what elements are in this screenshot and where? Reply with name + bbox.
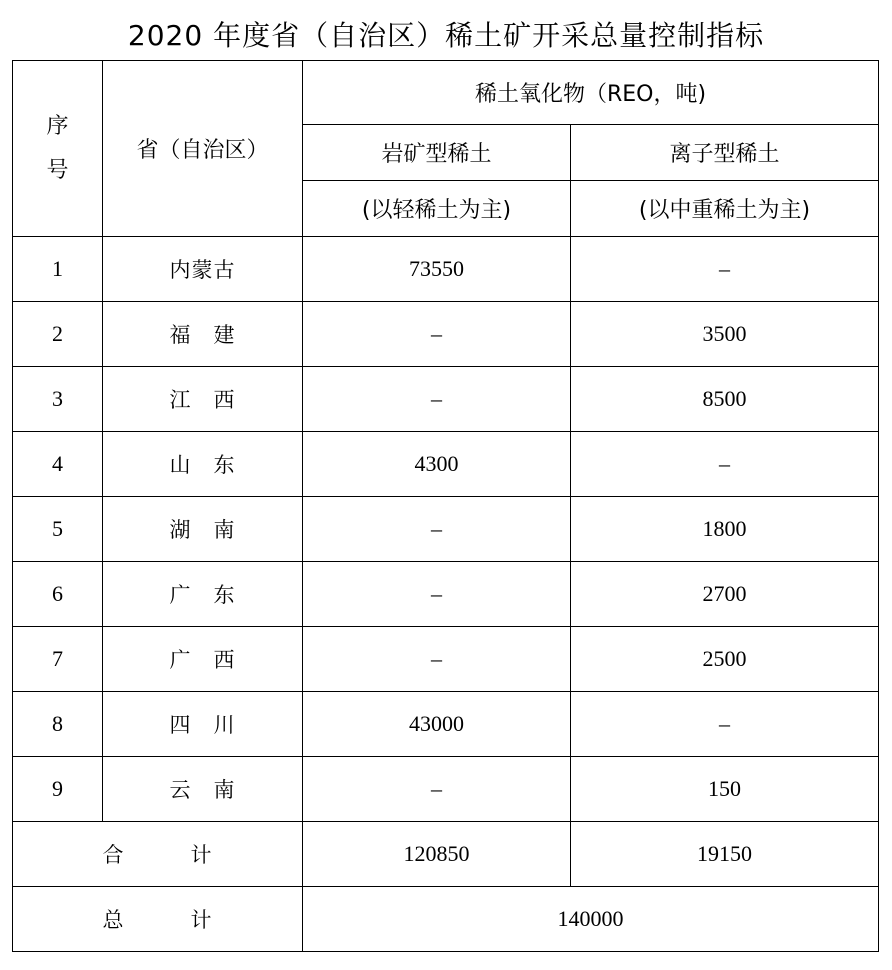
row-ion-value: 8500 [571, 367, 879, 432]
table-row [13, 302, 879, 367]
row-rock-value: 4300 [303, 432, 571, 497]
row-province: 湖 南 [103, 497, 303, 562]
row-index: 5 [13, 497, 103, 562]
table-row [13, 237, 879, 302]
table-row [13, 627, 879, 692]
subtotal-label: 合 计 [13, 822, 303, 887]
row-ion-value: 1800 [571, 497, 879, 562]
row-index: 1 [13, 237, 103, 302]
row-province: 山 东 [103, 432, 303, 497]
row-rock-value: – [303, 367, 571, 432]
total-label: 总 计 [13, 887, 303, 952]
row-province: 四 川 [103, 692, 303, 757]
row-ion-value: 3500 [571, 302, 879, 367]
row-ion-value: – [571, 432, 879, 497]
header-index-line1: 序 [46, 113, 69, 139]
row-index: 9 [13, 757, 103, 822]
row-province: 广 东 [103, 562, 303, 627]
table-row [13, 367, 879, 432]
row-index: 6 [13, 562, 103, 627]
row-index: 3 [13, 367, 103, 432]
row-index: 4 [13, 432, 103, 497]
row-province: 内蒙古 [103, 237, 303, 302]
table-row [13, 562, 879, 627]
header-index [13, 61, 103, 237]
row-ion-value: 2500 [571, 627, 879, 692]
row-province: 云 南 [103, 757, 303, 822]
table-row [13, 497, 879, 562]
row-index: 7 [13, 627, 103, 692]
row-index: 8 [13, 692, 103, 757]
row-index: 2 [13, 302, 103, 367]
header-reo-group: 稀土氧化物（REO，吨) [303, 61, 879, 125]
total-value: 140000 [303, 887, 879, 952]
header-ion-type: 离子型稀土 [571, 125, 879, 181]
row-province: 福 建 [103, 302, 303, 367]
row-ion-value: – [571, 692, 879, 757]
table-row [13, 692, 879, 757]
header-ion-note: (以中重稀土为主) [571, 181, 879, 237]
row-rock-value: – [303, 562, 571, 627]
row-ion-value: 150 [571, 757, 879, 822]
header-rock-type: 岩矿型稀土 [303, 125, 571, 181]
header-province: 省（自治区） [103, 61, 303, 237]
document-title: 2020 年度省（自治区）稀土矿开采总量控制指标 [127, 19, 765, 52]
row-rock-value: – [303, 627, 571, 692]
row-province: 江 西 [103, 367, 303, 432]
header-index-line2: 号 [46, 157, 69, 183]
table-row [13, 432, 879, 497]
row-ion-value: 2700 [571, 562, 879, 627]
rare-earth-quota-table [12, 60, 879, 952]
row-rock-value: – [303, 757, 571, 822]
row-rock-value: 73550 [303, 237, 571, 302]
row-rock-value: – [303, 302, 571, 367]
subtotal-rock: 120850 [303, 822, 571, 887]
subtotal-ion: 19150 [571, 822, 879, 887]
row-rock-value: – [303, 497, 571, 562]
header-rock-note: (以轻稀土为主) [303, 181, 571, 237]
row-province: 广 西 [103, 627, 303, 692]
row-ion-value: – [571, 237, 879, 302]
row-rock-value: 43000 [303, 692, 571, 757]
table-row [13, 757, 879, 822]
